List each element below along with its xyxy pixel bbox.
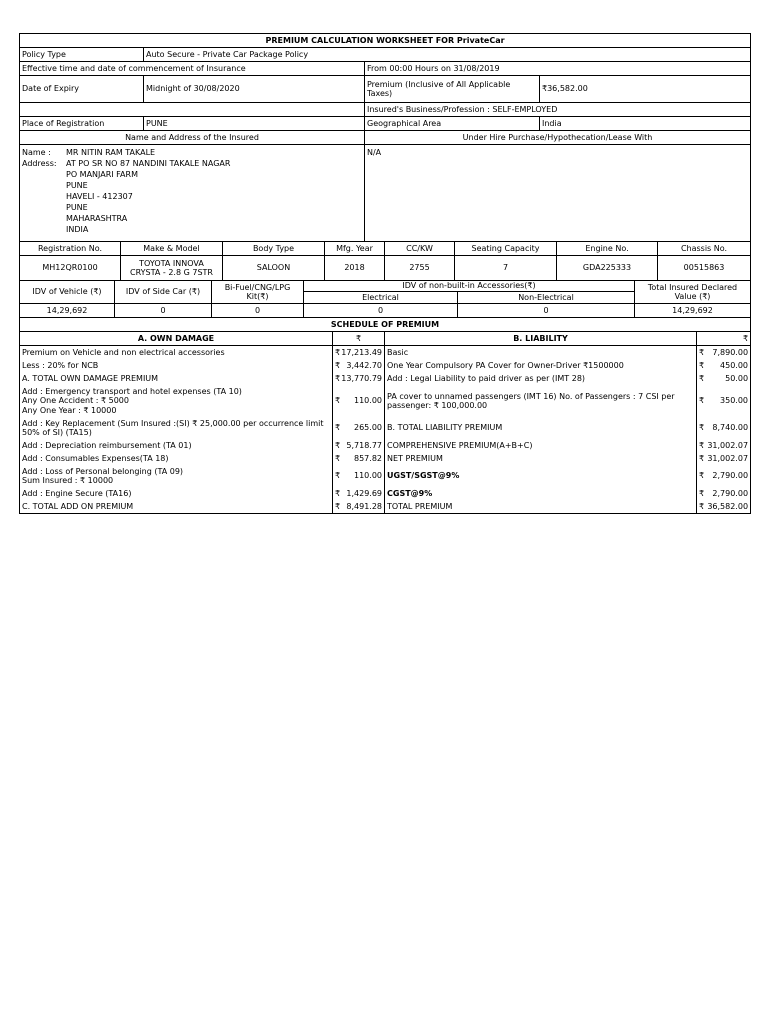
own-damage-label: Add : Emergency transport and hotel expenses (TA 10) Any One Accident : ₹ 5000 Any One Year : ₹ 10000: [20, 385, 333, 417]
rupee-symbol: ₹: [335, 471, 341, 481]
make-model: TOYOTA INNOVA CRYSTA - 2.8 G 7STR: [121, 256, 223, 281]
liability-currency: ₹: [697, 332, 751, 346]
vehicle-header: Chassis No.: [658, 242, 751, 256]
rupee-symbol: ₹: [699, 453, 705, 463]
name-label: Name :: [22, 148, 51, 157]
vehicle-header: Registration No.: [20, 242, 121, 256]
own-damage-amount: [333, 417, 385, 439]
amount-value: 8,740.00: [712, 423, 749, 433]
liability-amount: [697, 417, 751, 439]
rupee-symbol: ₹: [335, 501, 341, 511]
amount-cell: [699, 502, 748, 512]
amount-value: 110.00: [354, 471, 382, 481]
rupee-symbol: ₹: [335, 453, 341, 463]
idv-accessories-header: IDV of non-built-in Accessories(₹): [304, 281, 635, 292]
amount-cell: [699, 454, 748, 464]
registration-place-value: PUNE: [144, 117, 365, 131]
amount-value: 857.82: [354, 453, 382, 463]
vehicle-header: Make & Model: [121, 242, 223, 256]
chassis-no: 00515863: [658, 256, 751, 281]
idv-electrical-value: 0: [304, 304, 458, 318]
amount-cell: [699, 423, 748, 433]
effective-value: From 00:00 Hours on 31/08/2019: [365, 62, 751, 76]
rupee-symbol: ₹: [699, 440, 705, 450]
idv-total-header: Total Insured Declared Value (₹): [635, 281, 751, 304]
amount-value: 31,002.07: [707, 453, 749, 463]
liability-label: TOTAL PREMIUM: [385, 500, 697, 514]
rupee-symbol: ₹: [335, 396, 341, 406]
own-damage-amount: [333, 439, 385, 452]
amount-value: 110.00: [354, 396, 382, 406]
address-line: INDIA: [66, 225, 89, 234]
amount-cell: [335, 441, 382, 451]
own-damage-amount: [333, 346, 385, 360]
vehicle-header: Mfg. Year: [325, 242, 385, 256]
rupee-symbol: ₹: [335, 440, 341, 450]
rupee-symbol: ₹: [699, 396, 705, 406]
geo-area-label: Geographical Area: [365, 117, 540, 131]
idv-sidecar-header: IDV of Side Car (₹): [115, 281, 212, 304]
own-damage-amount: [333, 385, 385, 417]
own-damage-label: Add : Consumables Expenses(TA 18): [20, 452, 333, 465]
own-damage-amount: [333, 500, 385, 514]
liability-label: NET PREMIUM: [385, 452, 697, 465]
expiry-value: Midnight of 30/08/2020: [144, 76, 365, 103]
seating-capacity: 7: [455, 256, 557, 281]
idv-electrical-header: Electrical: [304, 292, 458, 304]
idv-bifuel-header: Bi-Fuel/CNG/LPG Kit(₹): [212, 281, 304, 304]
idv-vehicle-value: 14,29,692: [20, 304, 115, 318]
liability-label: COMPREHENSIVE PREMIUM(A+B+C): [385, 439, 697, 452]
amount-value: 1,429.69: [346, 488, 382, 498]
vehicle-header: CC/KW: [385, 242, 455, 256]
premium-total-label: Premium (Inclusive of All Applicable Taxes): [365, 76, 540, 103]
liability-amount: [697, 487, 751, 500]
amount-value: 17,213.49: [341, 347, 382, 357]
amount-cell: [335, 423, 382, 433]
amount-value: 5,718.77: [346, 440, 382, 450]
expiry-label: Date of Expiry: [20, 76, 144, 103]
own-damage-label: Less : 20% for NCB: [20, 359, 333, 372]
amount-value: 3,442.70: [346, 360, 382, 370]
insured-name: MR NITIN RAM TAKALE: [66, 148, 156, 157]
liability-label: Add : Legal Liability to paid driver as per (IMT 28): [385, 372, 697, 385]
address-label: Address:: [22, 159, 57, 168]
amount-cell: [335, 502, 382, 512]
amount-value: 2,790.00: [712, 471, 749, 481]
amount-value: 31,002.07: [707, 440, 749, 450]
amount-value: 450.00: [720, 360, 749, 370]
amount-cell: [699, 396, 748, 406]
amount-cell: [335, 454, 382, 464]
liability-label: Basic: [385, 346, 697, 360]
liability-label: B. TOTAL LIABILITY PREMIUM: [385, 417, 697, 439]
own-damage-label: Add : Engine Secure (TA16): [20, 487, 333, 500]
address-line: AT PO SR NO 87 NANDINI TAKALE NAGAR: [66, 159, 231, 168]
liability-amount: [697, 346, 751, 360]
address-line: PUNE: [66, 203, 88, 212]
amount-value: 350.00: [720, 396, 749, 406]
blank-cell: [20, 103, 365, 117]
own-damage-amount: [333, 465, 385, 487]
policy-type-value: Auto Secure - Private Car Package Policy: [144, 48, 751, 62]
own-damage-label: Premium on Vehicle and non electrical accessories: [20, 346, 333, 360]
rupee-symbol: ₹: [335, 373, 341, 383]
rupee-symbol: ₹: [699, 423, 705, 433]
amount-value: 13,770.79: [341, 373, 382, 383]
body-type: SALOON: [223, 256, 325, 281]
policy-type-label: Policy Type: [20, 48, 144, 62]
amount-cell: [335, 471, 382, 481]
liability-amount: [697, 439, 751, 452]
rupee-symbol: ₹: [335, 423, 341, 433]
liability-amount: [697, 452, 751, 465]
address-line: MAHARASHTRA: [66, 214, 128, 223]
own-damage-amount: [333, 359, 385, 372]
rupee-symbol: ₹: [699, 471, 705, 481]
liability-amount: [697, 500, 751, 514]
vehicle-table: [19, 242, 751, 281]
rupee-symbol: ₹: [335, 347, 341, 357]
business-profession: Insured's Business/Profession : SELF-EMPLOYED: [365, 103, 751, 117]
amount-cell: [699, 471, 748, 481]
liability-amount: [697, 372, 751, 385]
own-damage-label: Add : Key Replacement (Sum Insured :(SI) ₹ 25,000.00 per occurrence limit 50% of SI) (TA15): [20, 417, 333, 439]
amount-value: 2,790.00: [712, 488, 749, 498]
policy-info-table: [19, 33, 751, 242]
own-damage-header: A. OWN DAMAGE: [20, 332, 333, 346]
insured-header: Name and Address of the Insured: [20, 131, 365, 145]
premium-total-value: ₹36,582.00: [540, 76, 751, 103]
liability-amount: [697, 465, 751, 487]
idv-table: [19, 281, 751, 318]
rupee-symbol: ₹: [699, 360, 705, 370]
hire-header: Under Hire Purchase/Hypothecation/Lease With: [365, 131, 751, 145]
amount-value: 50.00: [725, 373, 749, 383]
amount-cell: [699, 441, 748, 451]
own-damage-label: Add : Loss of Personal belonging (TA 09) Sum Insured : ₹ 10000: [20, 465, 333, 487]
address-line: HAVELI - 412307: [66, 192, 133, 201]
rupee-symbol: ₹: [699, 488, 705, 498]
liability-label: UGST/SGST@9%: [385, 465, 697, 487]
amount-value: 7,890.00: [712, 347, 749, 357]
schedule-title: SCHEDULE OF PREMIUM: [20, 318, 751, 332]
premium-rows: [20, 346, 751, 514]
amount-cell: [335, 489, 382, 499]
address-line: PUNE: [66, 181, 88, 190]
amount-cell: [699, 348, 748, 358]
address-line: PO MANJARI FARM: [66, 170, 138, 179]
idv-vehicle-header: IDV of Vehicle (₹): [20, 281, 115, 304]
liability-header: B. LIABILITY: [385, 332, 697, 346]
idv-total-value: 14,29,692: [635, 304, 751, 318]
idv-bifuel-value: 0: [212, 304, 304, 318]
rupee-symbol: ₹: [335, 488, 341, 498]
schedule-of-premium: [19, 318, 751, 514]
mfg-year: 2018: [325, 256, 385, 281]
worksheet-title: PREMIUM CALCULATION WORKSHEET FOR PrivateCar: [20, 34, 751, 48]
own-damage-amount: [333, 372, 385, 385]
amount-cell: [699, 489, 748, 499]
idv-sidecar-value: 0: [115, 304, 212, 318]
liability-amount: [697, 385, 751, 417]
rupee-symbol: ₹: [699, 373, 705, 383]
amount-cell: [699, 361, 748, 371]
amount-value: 36,582.00: [707, 501, 749, 511]
own-damage-amount: [333, 452, 385, 465]
idv-non-electrical-header: Non-Electrical: [458, 292, 635, 304]
vehicle-header: Body Type: [223, 242, 325, 256]
engine-no: GDA225333: [557, 256, 658, 281]
registration-no: MH12QR0100: [20, 256, 121, 281]
liability-label: CGST@9%: [385, 487, 697, 500]
liability-label: One Year Compulsory PA Cover for Owner-Driver ₹1500000: [385, 359, 697, 372]
rupee-symbol: ₹: [335, 360, 341, 370]
hire-value: N/A: [365, 145, 751, 242]
own-damage-label: Add : Depreciation reimbursement (TA 01): [20, 439, 333, 452]
own-damage-label: A. TOTAL OWN DAMAGE PREMIUM: [20, 372, 333, 385]
liability-label: PA cover to unnamed passengers (IMT 16) No. of Passengers : 7 CSI per passenger: ₹ 100,000.00: [385, 385, 697, 417]
insured-details: [20, 145, 365, 242]
amount-cell: [335, 348, 382, 358]
geo-area-value: India: [540, 117, 751, 131]
own-damage-amount: [333, 487, 385, 500]
vehicle-header: Seating Capacity: [455, 242, 557, 256]
liability-amount: [697, 359, 751, 372]
amount-cell: [335, 361, 382, 371]
amount-cell: [335, 396, 382, 406]
vehicle-header: Engine No.: [557, 242, 658, 256]
amount-value: 265.00: [354, 423, 382, 433]
rupee-symbol: ₹: [699, 347, 705, 357]
own-damage-label: C. TOTAL ADD ON PREMIUM: [20, 500, 333, 514]
registration-place-label: Place of Registration: [20, 117, 144, 131]
own-damage-currency: ₹: [333, 332, 385, 346]
cc-kw: 2755: [385, 256, 455, 281]
amount-value: 8,491.28: [346, 501, 382, 511]
premium-worksheet: [19, 33, 750, 514]
effective-label: Effective time and date of commencement of Insurance: [20, 62, 365, 76]
amount-cell: [335, 374, 382, 384]
idv-non-electrical-value: 0: [458, 304, 635, 318]
amount-cell: [699, 374, 748, 384]
rupee-symbol: ₹: [699, 501, 705, 511]
